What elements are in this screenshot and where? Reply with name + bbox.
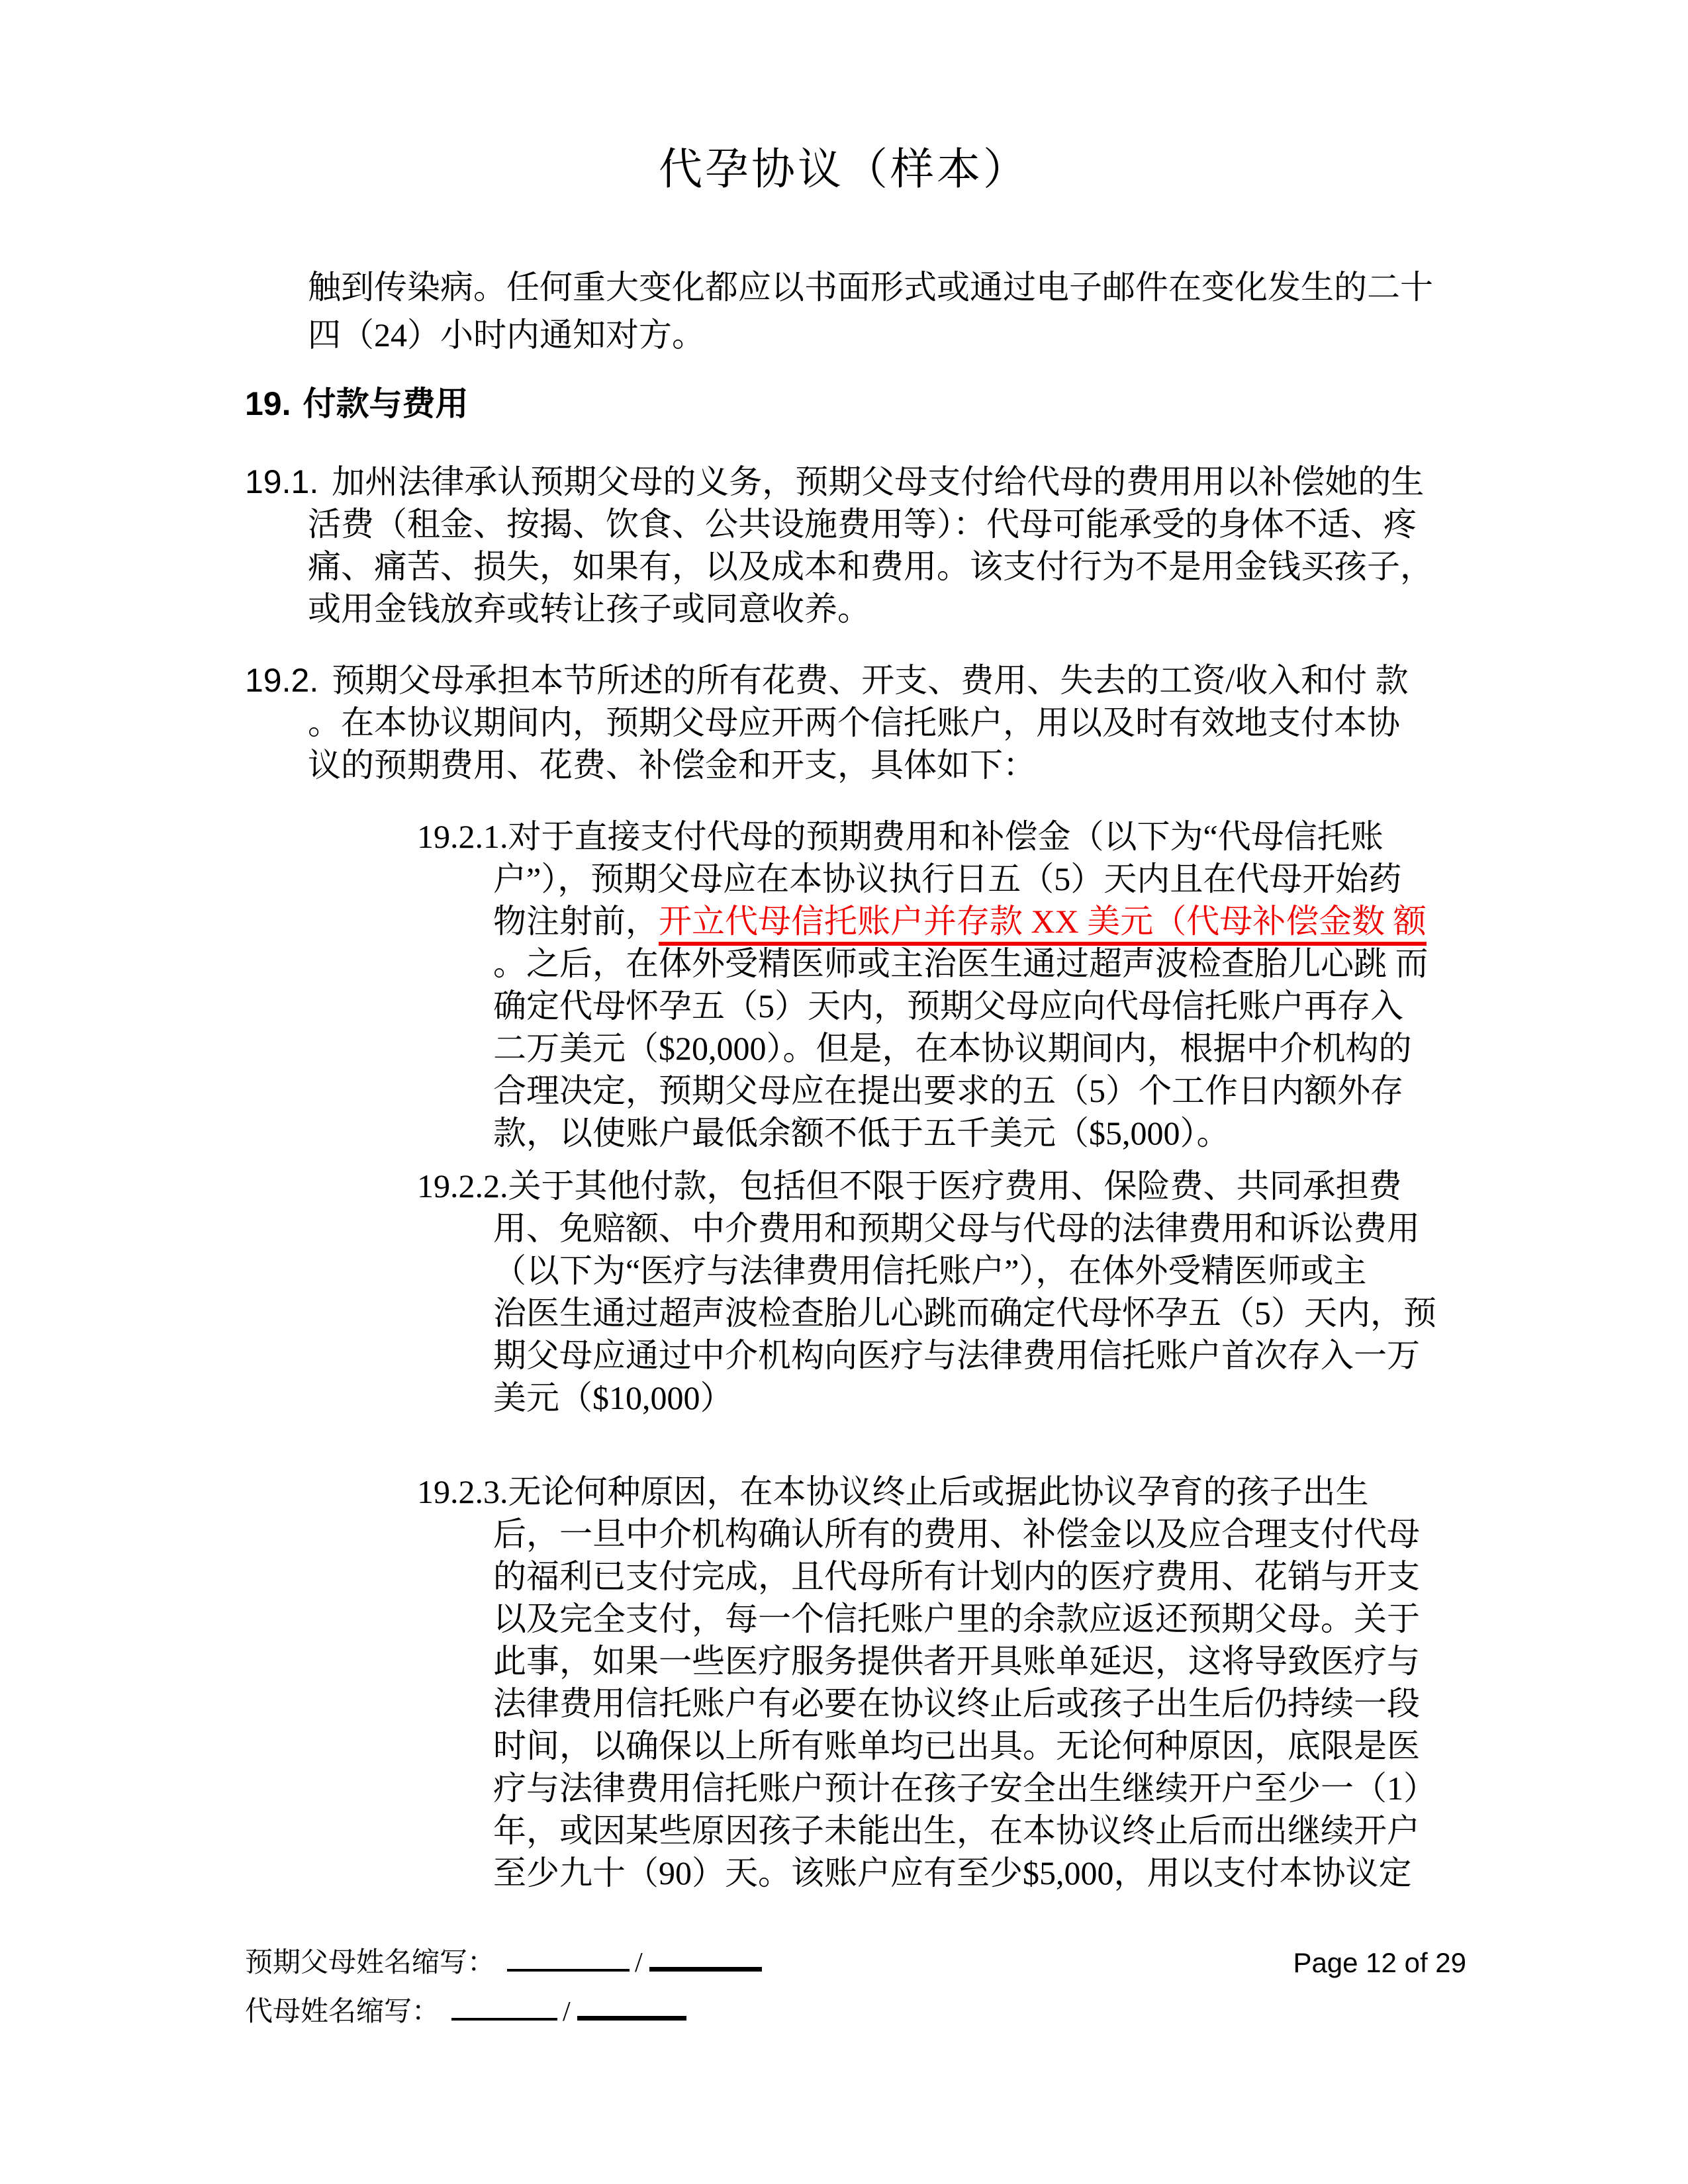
- clause-number: 19.2.3.: [417, 1473, 508, 1510]
- clause-line: 19.1. 加州法律承认预期父母的义务，预期父母支付给代母的费用用以补偿她的生: [245, 463, 1425, 500]
- clause-line: 确定代母怀孕五（5）天内，预期父母应向代母信托账户再存入: [493, 987, 1403, 1024]
- clause-line: 户”），预期父母应在本协议执行日五（5）天内且在代母开始药: [493, 860, 1402, 897]
- section-label: 付款与费用: [303, 385, 469, 422]
- clause-line: （以下为“医疗与法律费用信托账户”），在体外受精医师或主: [493, 1252, 1367, 1289]
- initials-blank-line: [451, 1994, 557, 2021]
- clause-line: 19.2.1.对于直接支付代母的预期费用和补偿金（以下为“代母信托账: [417, 818, 1383, 855]
- intro-line: 触到传染病。任何重大变化都应以书面形式或通过电子邮件在变化发生的二十: [308, 269, 1433, 306]
- footer-row-parents: [245, 1943, 1466, 1992]
- clause-line: 至少九十（90）天。该账户应有至少$5,000，用以支付本协议定: [493, 1854, 1412, 1891]
- clause-line: 。之后，在体外受精医师或主治医生通过超声波检查胎儿心跳 而: [493, 945, 1429, 982]
- section-number: 19.: [245, 385, 291, 422]
- clause-line: 期父母应通过中介机构向医疗与法律费用信托账户首次存入一万: [493, 1337, 1420, 1374]
- clause-line: 时间，以确保以上所有账单均已出具。无论何种原因，底限是医: [493, 1727, 1420, 1764]
- initials-blank-line: [507, 1945, 630, 1972]
- clause-line: 以及完全支付，每一个信托账户里的余款应返还预期父母。关于: [493, 1600, 1420, 1637]
- section-heading: [245, 383, 1446, 425]
- subclause-19-2-1: [417, 815, 1446, 1154]
- slash-separator: /: [563, 1997, 571, 2027]
- clause-line: 后，一旦中介机构确认所有的费用、补偿金以及应合理支付代母: [493, 1516, 1420, 1553]
- clause-line: 用、免赔额、中介费用和预期父母与代母的法律费用和诉讼费用: [493, 1210, 1420, 1247]
- subclause-list: [417, 815, 1446, 1894]
- clause-number: 19.2.: [245, 662, 319, 699]
- clause-number: 19.2.2.: [417, 1167, 508, 1205]
- subclause-19-2-3: [417, 1471, 1446, 1894]
- page-footer: [245, 1943, 1466, 2041]
- clause-19-2: [245, 659, 1446, 786]
- clause-line: 或用金钱放弃或转让孩子或同意收养。: [308, 590, 870, 627]
- clause-line: 法律费用信托账户有必要在协议终止后或孩子出生后仍持续一段: [493, 1685, 1420, 1722]
- clause-line: 款，以使账户最低余额不低于五千美元（$5,000）。: [493, 1115, 1230, 1152]
- clause-line: 治医生通过超声波检查胎儿心跳而确定代母怀孕五（5）天内，预: [493, 1295, 1436, 1332]
- clause-line: 19.2.3.无论何种原因，在本协议终止后或据此协议孕育的孩子出生: [417, 1473, 1369, 1510]
- initials-blank-line: [649, 1943, 762, 1972]
- parents-initials-label: 预期父母姓名缩写：: [245, 1948, 496, 1978]
- clause-line: 活费（租金、按揭、饮食、公共设施费用等）：代母可能承受的身体不适、疼: [308, 506, 1417, 543]
- clause-line: 合理决定，预期父母应在提出要求的五（5）个工作日内额外存: [493, 1072, 1403, 1109]
- document-body: [245, 263, 1446, 1905]
- clause-line: 疗与法律费用信托账户预计在孩子安全出生继续开户至少一（1）: [493, 1770, 1436, 1807]
- clause-line: 的福利已支付完成，且代母所有计划内的医疗费用、花销与开支: [493, 1558, 1420, 1595]
- slash-separator: /: [635, 1948, 643, 1978]
- surrogate-initials-label: 代母姓名缩写：: [245, 1997, 440, 2027]
- clause-19-1: [245, 461, 1446, 630]
- clause-line: 美元（$10,000）: [493, 1379, 733, 1416]
- clause-line: 二万美元（$20,000）。但是，在本协议期间内，根据中介机构的: [493, 1030, 1412, 1067]
- subclause-19-2-2: [417, 1165, 1446, 1419]
- intro-line: 四（24）小时内通知对方。: [308, 316, 705, 353]
- clause-line: 此事，如果一些医疗服务提供者开具账单延迟，这将导致医疗与: [493, 1643, 1420, 1680]
- clause-line: 年，或因某些原因孩子未能出生，在本协议终止后而出继续开户: [493, 1812, 1420, 1849]
- footer-row-surrogate: [245, 1992, 1466, 2041]
- clause-line: 19.2. 预期父母承担本节所述的所有花费、开支、费用、失去的工资/收入和付 款: [245, 662, 1409, 699]
- page-number: Page 12 of 29: [1293, 1947, 1466, 1978]
- clause-line-with-highlight: 物注射前，开立代母信托账户并存款 XX 美元（代母补偿金数 额: [493, 900, 1446, 942]
- intro-paragraph: [308, 263, 1446, 359]
- clause-line: 。在本协议期间内，预期父母应开两个信托账户，用以及时有效地支付本协: [308, 704, 1400, 741]
- clause-line: 议的预期费用、花费、补偿金和开支，具体如下：: [308, 747, 1036, 784]
- document-title: 代孕协议（样本）: [659, 146, 1029, 194]
- initials-blank-line: [577, 1992, 686, 2021]
- clause-line: 痛、痛苦、损失，如果有，以及成本和费用。该支付行为不是用金钱买孩子，: [308, 548, 1433, 585]
- clause-line: 19.2.2.关于其他付款，包括但不限于医疗费用、保险费、共同承担费: [417, 1167, 1402, 1205]
- highlighted-red-text: 开立代母信托账户并存款 XX 美元（代母补偿金数 额: [659, 903, 1427, 946]
- clause-number: 19.2.1.: [417, 818, 508, 855]
- clause-number: 19.1.: [245, 463, 319, 500]
